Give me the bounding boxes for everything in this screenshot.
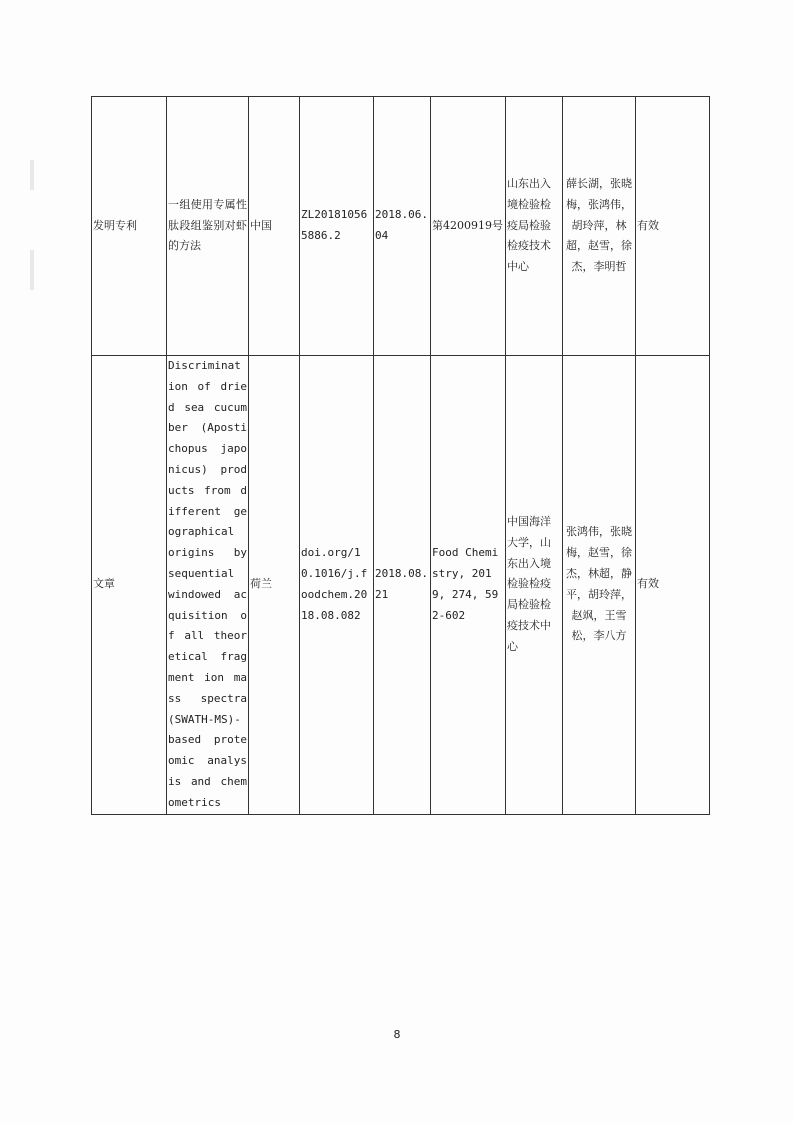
record-inventors: 薛长湖，张晓梅，张鸿伟，胡玲萍，林超，赵雪，徐杰，李明哲 — [563, 97, 636, 356]
record-holder: 中国海洋大学，山东出入境检验检疫局检验检疫技术中心 — [506, 356, 563, 815]
record-ref: Food Chemistry, 2019, 274, 592-602 — [431, 356, 506, 815]
record-ref: 第4200919号 — [431, 97, 506, 356]
record-title: Discrimination of dried sea cucumber (Apostichopus japonicus) products from different geographical origins by sequential windowed acquisition of all theoretical fragment ion mass spectra (SWATH-MS)-based proteomic analysis and chemometrics — [167, 356, 249, 815]
table-row — [92, 356, 710, 815]
record-country: 中国 — [249, 97, 300, 356]
record-status: 有效 — [636, 97, 710, 356]
record-date: 2018.08.21 — [374, 356, 431, 815]
record-number: ZL201810565886.2 — [300, 97, 374, 356]
record-country: 荷兰 — [249, 356, 300, 815]
record-inventors: 张鸿伟，张晓梅，赵雪，徐杰，林超，静平，胡玲萍，赵飒，王雪松，李八方 — [563, 356, 636, 815]
scan-artifact — [30, 160, 34, 190]
record-type: 文章 — [92, 356, 167, 815]
page-number: 8 — [393, 1028, 401, 1041]
record-title: 一组使用专属性肽段组鉴别对虾的方法 — [167, 97, 249, 356]
records-table — [91, 96, 710, 815]
record-date: 2018.06.04 — [374, 97, 431, 356]
scan-artifact — [30, 250, 34, 290]
record-type: 发明专利 — [92, 97, 167, 356]
record-holder: 山东出入境检验检疫局检验检疫技术中心 — [506, 97, 563, 356]
table-row — [92, 97, 710, 356]
record-status: 有效 — [636, 356, 710, 815]
record-number: doi.org/10.1016/j.foodchem.2018.08.082 — [300, 356, 374, 815]
